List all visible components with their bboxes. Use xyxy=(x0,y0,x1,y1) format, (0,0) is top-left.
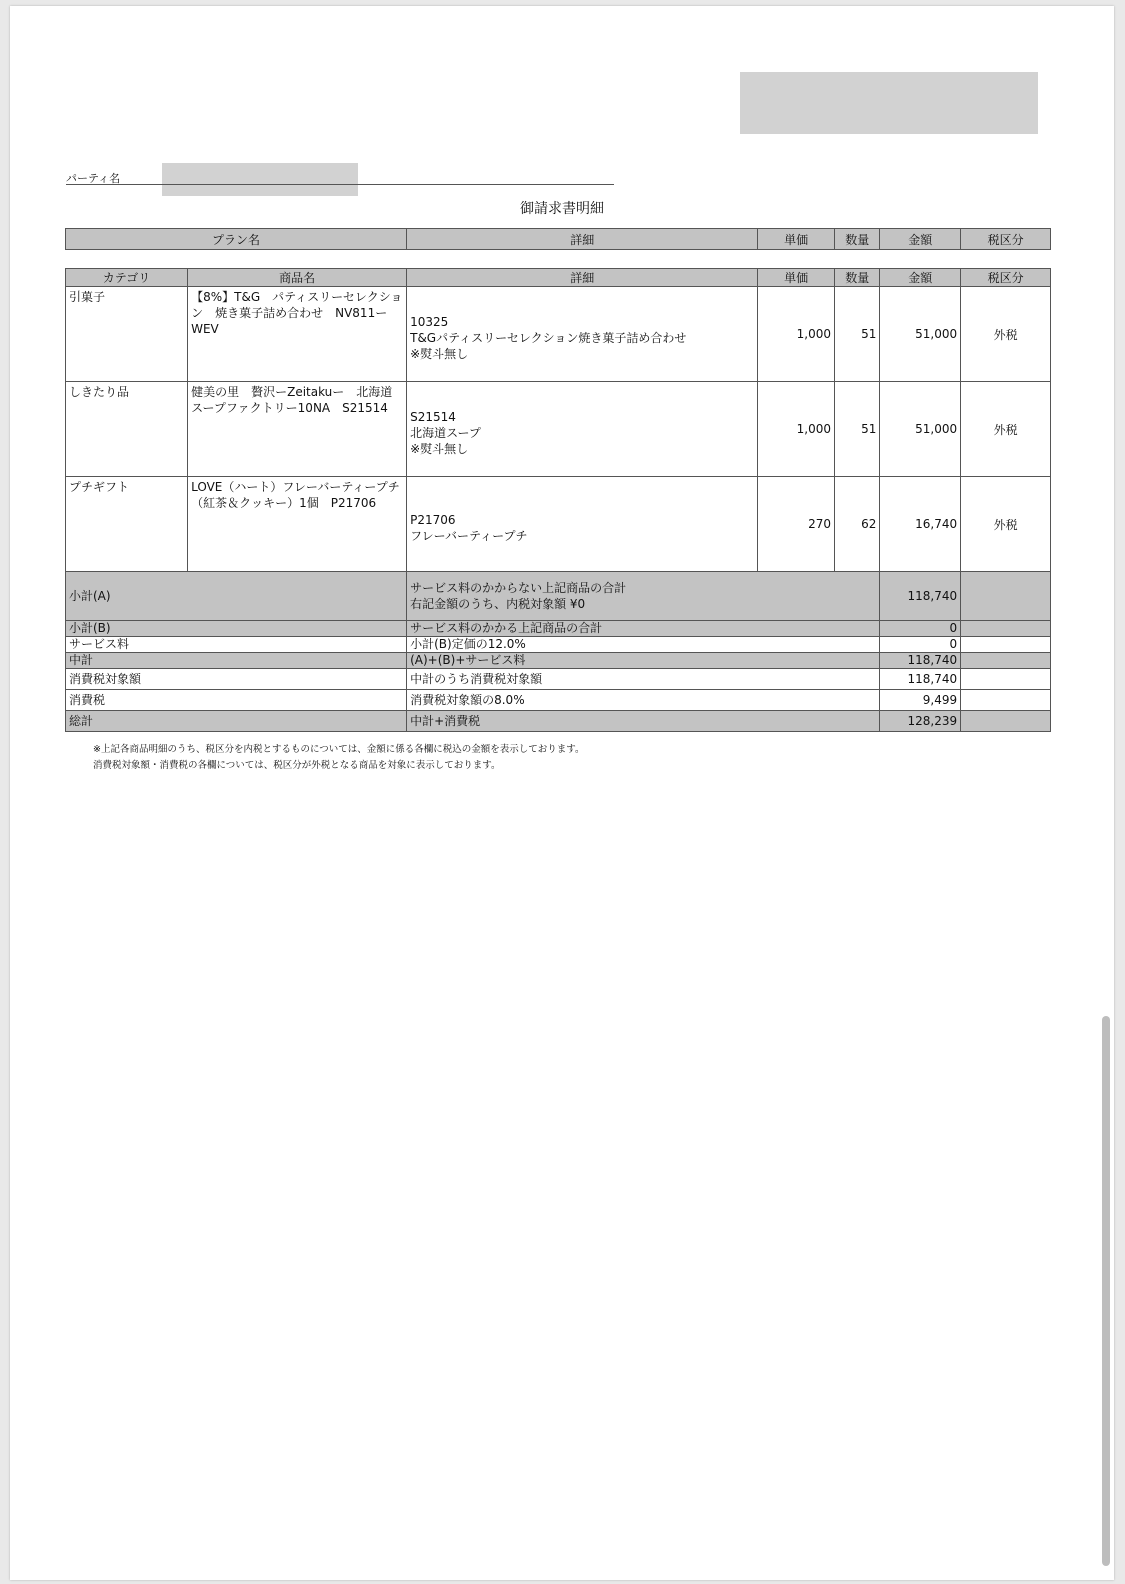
col-header: 数量 xyxy=(835,229,880,250)
summary-desc: サービス料のかかる上記商品の合計 xyxy=(407,621,880,637)
unit-price-cell: 270 xyxy=(758,477,835,572)
summary-desc: 小計(B)定価の12.0% xyxy=(407,637,880,653)
col-header: 単価 xyxy=(758,269,835,287)
detail-line: ※熨斗無し xyxy=(410,347,469,361)
col-header: 単価 xyxy=(758,229,835,250)
grand-total-row xyxy=(66,711,1051,732)
service-fee-row xyxy=(66,637,1051,653)
unit-price-cell: 1,000 xyxy=(758,287,835,382)
footnotes xyxy=(93,742,585,774)
summary-desc: 消費税対象額の8.0% xyxy=(407,690,880,711)
summary-blank xyxy=(961,653,1051,669)
plan-table xyxy=(65,228,1051,250)
col-header: 数量 xyxy=(835,269,880,287)
amount-cell: 51,000 xyxy=(880,287,961,382)
party-name-redacted xyxy=(162,163,358,196)
product-name-cell: 健美の里 贅沢ーZeitakuー 北海道スープファクトリー10NA S21514 xyxy=(188,382,407,477)
summary-label: 消費税 xyxy=(66,690,407,711)
summary-amount: 0 xyxy=(880,637,961,653)
summary-amount: 118,740 xyxy=(880,653,961,669)
detail-line: ※熨斗無し xyxy=(410,442,469,456)
redacted-block xyxy=(740,72,1038,134)
items-table xyxy=(65,268,1051,732)
summary-blank xyxy=(961,690,1051,711)
invoice-page xyxy=(10,6,1114,1580)
summary-desc-line: 右記金額のうち、内税対象額 ¥0 xyxy=(410,597,586,611)
tax-type-cell: 外税 xyxy=(961,477,1051,572)
vertical-scrollbar[interactable] xyxy=(1102,1016,1110,1566)
party-label: パーティ名 xyxy=(66,172,121,185)
detail-cell xyxy=(407,382,758,477)
product-name-cell: LOVE（ハート）フレーバーティープチ（紅茶＆クッキー）1個 P21706 xyxy=(188,477,407,572)
col-header: 金額 xyxy=(880,269,961,287)
summary-blank xyxy=(961,711,1051,732)
detail-line: S21514 xyxy=(410,410,456,424)
qty-cell: 51 xyxy=(835,287,880,382)
detail-line: フレーバーティープチ xyxy=(410,529,528,543)
summary-desc: 中計のうち消費税対象額 xyxy=(407,669,880,690)
subtotal-b-row xyxy=(66,621,1051,637)
summary-label: サービス料 xyxy=(66,637,407,653)
summary-blank xyxy=(961,637,1051,653)
col-header: カテゴリ xyxy=(66,269,188,287)
col-header: 商品名 xyxy=(188,269,407,287)
detail-cell xyxy=(407,287,758,382)
category-cell: しきたり品 xyxy=(66,382,188,477)
table-row xyxy=(66,382,1051,477)
detail-line: 北海道スープ xyxy=(410,426,481,440)
footnote-line: ※上記各商品明細のうち、税区分を内税とするものについては、金額に係る各欄に税込の金額を表示しております。 xyxy=(93,744,585,755)
summary-blank xyxy=(961,669,1051,690)
summary-amount: 118,740 xyxy=(880,669,961,690)
detail-line: 10325 xyxy=(410,315,449,329)
tax-type-cell: 外税 xyxy=(961,287,1051,382)
tax-type-cell: 外税 xyxy=(961,382,1051,477)
taxable-amount-row xyxy=(66,669,1051,690)
unit-price-cell: 1,000 xyxy=(758,382,835,477)
col-header: 詳細 xyxy=(407,229,758,250)
product-name-cell: 【8%】T&G パティスリーセレクション 焼き菓子詰め合わせ NV811ーWEV xyxy=(188,287,407,382)
summary-amount: 118,740 xyxy=(880,572,961,621)
middle-total-row xyxy=(66,653,1051,669)
summary-label: 消費税対象額 xyxy=(66,669,407,690)
table-row xyxy=(66,287,1051,382)
qty-cell: 62 xyxy=(835,477,880,572)
detail-line: P21706 xyxy=(410,513,456,527)
items-header-row xyxy=(66,269,1051,287)
summary-amount: 128,239 xyxy=(880,711,961,732)
summary-label: 小計(B) xyxy=(66,621,407,637)
summary-amount: 0 xyxy=(880,621,961,637)
summary-blank xyxy=(961,621,1051,637)
summary-label: 総計 xyxy=(66,711,407,732)
col-header: 金額 xyxy=(880,229,961,250)
col-header: 税区分 xyxy=(961,229,1051,250)
summary-amount: 9,499 xyxy=(880,690,961,711)
col-header: 詳細 xyxy=(407,269,758,287)
summary-desc: (A)+(B)+サービス料 xyxy=(407,653,880,669)
subtotal-a-row xyxy=(66,572,1051,621)
summary-label: 中計 xyxy=(66,653,407,669)
page-title: 御請求書明細 xyxy=(520,201,604,217)
summary-label: 小計(A) xyxy=(66,572,407,621)
col-header: 税区分 xyxy=(961,269,1051,287)
summary-blank xyxy=(961,572,1051,621)
qty-cell: 51 xyxy=(835,382,880,477)
summary-desc: 中計+消費税 xyxy=(407,711,880,732)
detail-line: T&Gパティスリーセレクション焼き菓子詰め合わせ xyxy=(410,331,687,345)
summary-desc xyxy=(407,572,880,621)
footnote-line: 消費税対象額・消費税の各欄については、税区分が外税となる商品を対象に表示しております。 xyxy=(93,760,501,771)
party-underline xyxy=(66,184,614,185)
plan-header-row xyxy=(66,229,1051,250)
detail-cell xyxy=(407,477,758,572)
col-header: プラン名 xyxy=(66,229,407,250)
category-cell: 引菓子 xyxy=(66,287,188,382)
consumption-tax-row xyxy=(66,690,1051,711)
summary-desc-line: サービス料のかからない上記商品の合計 xyxy=(410,581,627,595)
amount-cell: 51,000 xyxy=(880,382,961,477)
amount-cell: 16,740 xyxy=(880,477,961,572)
table-row xyxy=(66,477,1051,572)
category-cell: プチギフト xyxy=(66,477,188,572)
